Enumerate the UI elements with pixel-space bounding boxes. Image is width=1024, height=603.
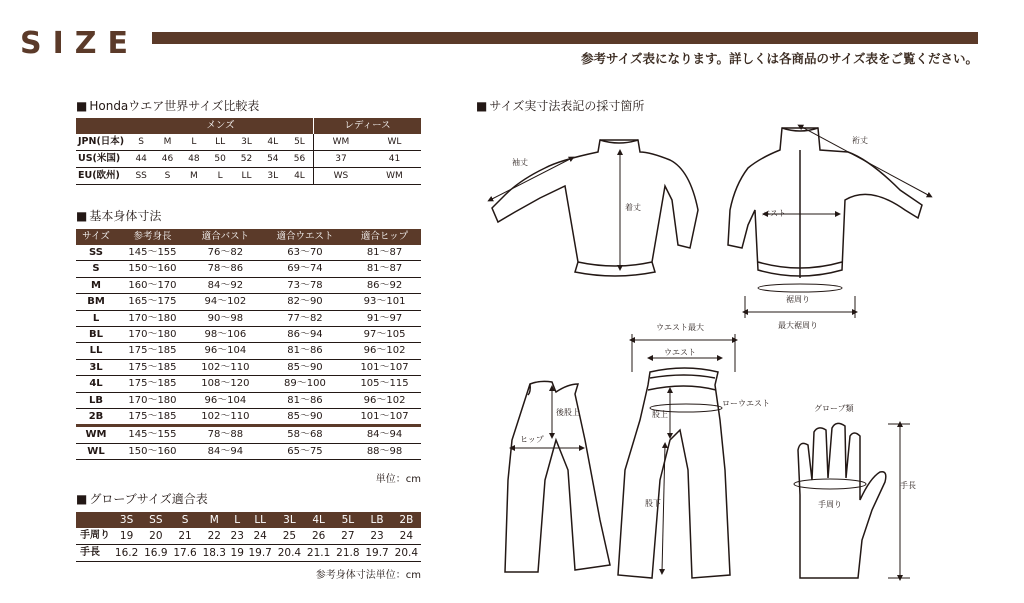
body-size-table bbox=[76, 229, 421, 460]
table-cell: 4L bbox=[260, 134, 286, 151]
table-cell: 91～97 bbox=[348, 310, 421, 326]
table-cell: 82～90 bbox=[262, 294, 348, 310]
table-cell: 145～155 bbox=[116, 426, 189, 443]
column-header: 5L bbox=[333, 512, 362, 528]
pants-front-drawing bbox=[618, 368, 730, 578]
label-length: 着丈 bbox=[625, 203, 641, 212]
table-cell: 76～82 bbox=[189, 245, 262, 261]
table-cell: 3L bbox=[260, 168, 286, 185]
table-cell: S bbox=[76, 261, 116, 277]
table-row bbox=[76, 343, 421, 359]
table-cell: L bbox=[76, 310, 116, 326]
label-max-hem: 最大裾周り bbox=[778, 321, 818, 330]
table-cell: 63～70 bbox=[262, 245, 348, 261]
table-row bbox=[76, 261, 421, 277]
table-row bbox=[76, 327, 421, 343]
column-header: L bbox=[229, 512, 246, 528]
table-cell: 46 bbox=[154, 151, 180, 168]
table-row bbox=[76, 277, 421, 293]
table-cell: 86～94 bbox=[262, 327, 348, 343]
table-cell: 88～98 bbox=[348, 443, 421, 459]
table-cell: 27 bbox=[333, 528, 362, 545]
table-cell: S bbox=[154, 168, 180, 185]
row-label: EU(欧州) bbox=[76, 168, 128, 185]
table-cell: 17.6 bbox=[170, 545, 199, 562]
table-cell: 3L bbox=[76, 359, 116, 375]
table-cell: 96～104 bbox=[189, 392, 262, 408]
table-row bbox=[76, 294, 421, 310]
table-cell: 81～86 bbox=[262, 392, 348, 408]
table-cell: 77～82 bbox=[262, 310, 348, 326]
row-label: US(米国) bbox=[76, 151, 128, 168]
column-header: 3S bbox=[112, 512, 141, 528]
table-cell: 56 bbox=[286, 151, 313, 168]
table-cell: 101～107 bbox=[348, 359, 421, 375]
table-cell: 96～104 bbox=[189, 343, 262, 359]
table-cell: 54 bbox=[260, 151, 286, 168]
glove-size-unit: 参考身体寸法単位：cm bbox=[315, 570, 421, 581]
table-cell: 19.7 bbox=[246, 545, 275, 562]
diagram-title: ■ サイズ実寸法表記の採寸箇所 bbox=[476, 97, 644, 114]
table-cell: 20 bbox=[141, 528, 170, 545]
glove-size-table bbox=[76, 512, 421, 562]
table-cell: 84～92 bbox=[189, 277, 262, 293]
table-cell: 90～98 bbox=[189, 310, 262, 326]
label-hip: ヒップ bbox=[520, 435, 544, 444]
table-cell: 18.3 bbox=[200, 545, 229, 562]
table-cell: 20.4 bbox=[275, 545, 304, 562]
label-bust: バスト bbox=[762, 209, 786, 218]
table-cell: 4L bbox=[76, 376, 116, 392]
table-cell: 78～88 bbox=[189, 426, 262, 443]
mens-header: メンズ bbox=[128, 118, 313, 134]
table-row bbox=[76, 426, 421, 443]
table-cell: WS bbox=[313, 168, 368, 185]
table-cell: L bbox=[181, 134, 207, 151]
table-cell: 3L bbox=[233, 134, 259, 151]
table-cell: 78～86 bbox=[189, 261, 262, 277]
table-cell: S bbox=[128, 134, 154, 151]
table-cell: WM bbox=[368, 168, 421, 185]
column-header: 適合ヒップ bbox=[348, 229, 421, 245]
label-hand-circ: 手周り bbox=[818, 500, 842, 509]
label-waist-max: ウエスト最大 bbox=[656, 323, 704, 332]
table-cell: 98～106 bbox=[189, 327, 262, 343]
world-size-title: ■ Hondaウエア世界サイズ比較表 bbox=[76, 97, 259, 114]
table-cell: 85～90 bbox=[262, 359, 348, 375]
table-row bbox=[76, 443, 421, 459]
table-cell: 19 bbox=[112, 528, 141, 545]
body-size-title: ■ 基本身体寸法 bbox=[76, 207, 161, 224]
table-cell: M bbox=[76, 277, 116, 293]
table-cell: 23 bbox=[362, 528, 391, 545]
table-cell: 20.4 bbox=[392, 545, 421, 562]
label-waist: ウエスト bbox=[664, 348, 696, 357]
table-cell: 19.7 bbox=[362, 545, 391, 562]
table-cell: LL bbox=[207, 134, 233, 151]
table-cell: 69～74 bbox=[262, 261, 348, 277]
table-cell: BL bbox=[76, 327, 116, 343]
column-header: 参考身長 bbox=[116, 229, 189, 245]
table-cell: 150～160 bbox=[116, 261, 189, 277]
table-cell: M bbox=[181, 168, 207, 185]
table-cell: 2B bbox=[76, 409, 116, 426]
column-header: SS bbox=[141, 512, 170, 528]
column-header: 2B bbox=[392, 512, 421, 528]
table-cell: WM bbox=[313, 134, 368, 151]
table-cell: 150～160 bbox=[116, 443, 189, 459]
table-cell: 175～185 bbox=[116, 343, 189, 359]
label-yuki: 裄丈 bbox=[852, 136, 868, 145]
table-cell: 96～102 bbox=[348, 343, 421, 359]
table-row bbox=[76, 168, 421, 185]
table-cell: 81～87 bbox=[348, 261, 421, 277]
table-row bbox=[76, 151, 421, 168]
label-rise: 股上 bbox=[652, 410, 668, 419]
row-label: JPN(日本) bbox=[76, 134, 128, 151]
table-cell: 21.1 bbox=[304, 545, 333, 562]
column-header: サイズ bbox=[76, 229, 116, 245]
table-cell: 85～90 bbox=[262, 409, 348, 426]
table-cell: 160～170 bbox=[116, 277, 189, 293]
table-cell: SS bbox=[128, 168, 154, 185]
table-row bbox=[76, 545, 421, 562]
row-label: 手周り bbox=[76, 528, 112, 545]
table-cell: 73～78 bbox=[262, 277, 348, 293]
table-cell: 97～105 bbox=[348, 327, 421, 343]
table-cell: 5L bbox=[286, 134, 313, 151]
table-cell: 19 bbox=[229, 545, 246, 562]
label-inseam: 股下 bbox=[645, 499, 661, 508]
table-cell: LB bbox=[76, 392, 116, 408]
table-cell: 170～180 bbox=[116, 310, 189, 326]
table-cell: 48 bbox=[181, 151, 207, 168]
table-cell: 25 bbox=[275, 528, 304, 545]
table-cell: 145～155 bbox=[116, 245, 189, 261]
column-header: 適合バスト bbox=[189, 229, 262, 245]
column-header: S bbox=[170, 512, 199, 528]
column-header: 4L bbox=[304, 512, 333, 528]
table-cell: 21.8 bbox=[333, 545, 362, 562]
table-cell: 21 bbox=[170, 528, 199, 545]
table-cell: WL bbox=[76, 443, 116, 459]
table-cell: WM bbox=[76, 426, 116, 443]
table-cell: 26 bbox=[304, 528, 333, 545]
table-cell: M bbox=[154, 134, 180, 151]
label-hem: 裾周り bbox=[786, 295, 810, 304]
table-cell: 84～94 bbox=[189, 443, 262, 459]
page-subtitle: 参考サイズ表になります。詳しくは各商品のサイズ表をご覧ください。 bbox=[580, 51, 978, 66]
glove-size-title: ■ グローブサイズ適合表 bbox=[76, 490, 208, 507]
row-label: 手長 bbox=[76, 545, 112, 562]
table-cell: 44 bbox=[128, 151, 154, 168]
column-header: LL bbox=[246, 512, 275, 528]
column-header: LB bbox=[362, 512, 391, 528]
label-rise-back: 後股上 bbox=[556, 408, 580, 417]
table-row bbox=[76, 528, 421, 545]
table-cell: 86～92 bbox=[348, 277, 421, 293]
page-title: SIZE bbox=[20, 26, 140, 61]
title-bar bbox=[152, 32, 978, 44]
table-row bbox=[76, 392, 421, 408]
table-cell: LL bbox=[76, 343, 116, 359]
column-header: 3L bbox=[275, 512, 304, 528]
column-header: M bbox=[200, 512, 229, 528]
table-cell: 24 bbox=[246, 528, 275, 545]
table-row bbox=[76, 409, 421, 426]
table-cell: 170～180 bbox=[116, 327, 189, 343]
table-cell: 16.9 bbox=[141, 545, 170, 562]
label-hand-length: 手長 bbox=[900, 481, 916, 490]
table-cell: 23 bbox=[229, 528, 246, 545]
table-row bbox=[76, 134, 421, 151]
table-cell: 41 bbox=[368, 151, 421, 168]
table-cell: BM bbox=[76, 294, 116, 310]
jacket-front-drawing bbox=[728, 128, 922, 278]
label-low-waist: ローウエスト bbox=[722, 399, 770, 408]
table-cell: 52 bbox=[233, 151, 259, 168]
table-cell: 58～68 bbox=[262, 426, 348, 443]
column-header: 適合ウエスト bbox=[262, 229, 348, 245]
table-cell: 24 bbox=[392, 528, 421, 545]
table-cell: L bbox=[207, 168, 233, 185]
table-cell: 108～120 bbox=[189, 376, 262, 392]
table-cell: 4L bbox=[286, 168, 313, 185]
table-cell: 22 bbox=[200, 528, 229, 545]
table-row bbox=[76, 376, 421, 392]
table-cell: 50 bbox=[207, 151, 233, 168]
table-cell: 96～102 bbox=[348, 392, 421, 408]
table-cell: 81～87 bbox=[348, 245, 421, 261]
label-glove-type: グローブ類 bbox=[814, 404, 854, 413]
table-cell: 102～110 bbox=[189, 409, 262, 426]
table-cell: 175～185 bbox=[116, 409, 189, 426]
table-cell: 65～75 bbox=[262, 443, 348, 459]
table-row bbox=[76, 359, 421, 375]
table-cell: 84～94 bbox=[348, 426, 421, 443]
table-row bbox=[76, 245, 421, 261]
table-cell: 170～180 bbox=[116, 392, 189, 408]
table-row bbox=[76, 310, 421, 326]
label-sleeve: 袖丈 bbox=[512, 158, 528, 167]
column-header bbox=[76, 512, 112, 528]
table-cell: 102～110 bbox=[189, 359, 262, 375]
world-size-table bbox=[76, 118, 421, 185]
table-cell: 175～185 bbox=[116, 376, 189, 392]
body-size-unit: 単位：cm bbox=[375, 474, 421, 485]
table-cell: 16.2 bbox=[112, 545, 141, 562]
table-cell: 165～175 bbox=[116, 294, 189, 310]
table-cell: 105～115 bbox=[348, 376, 421, 392]
table-cell: 89～100 bbox=[262, 376, 348, 392]
table-cell: WL bbox=[368, 134, 421, 151]
table-cell: 93～101 bbox=[348, 294, 421, 310]
table-cell: 81～86 bbox=[262, 343, 348, 359]
table-cell: 175～185 bbox=[116, 359, 189, 375]
ladies-header: レディース bbox=[313, 118, 421, 134]
table-cell: SS bbox=[76, 245, 116, 261]
table-cell: 101～107 bbox=[348, 409, 421, 426]
table-cell: LL bbox=[233, 168, 259, 185]
table-cell: 94～102 bbox=[189, 294, 262, 310]
table-cell: 37 bbox=[313, 151, 368, 168]
